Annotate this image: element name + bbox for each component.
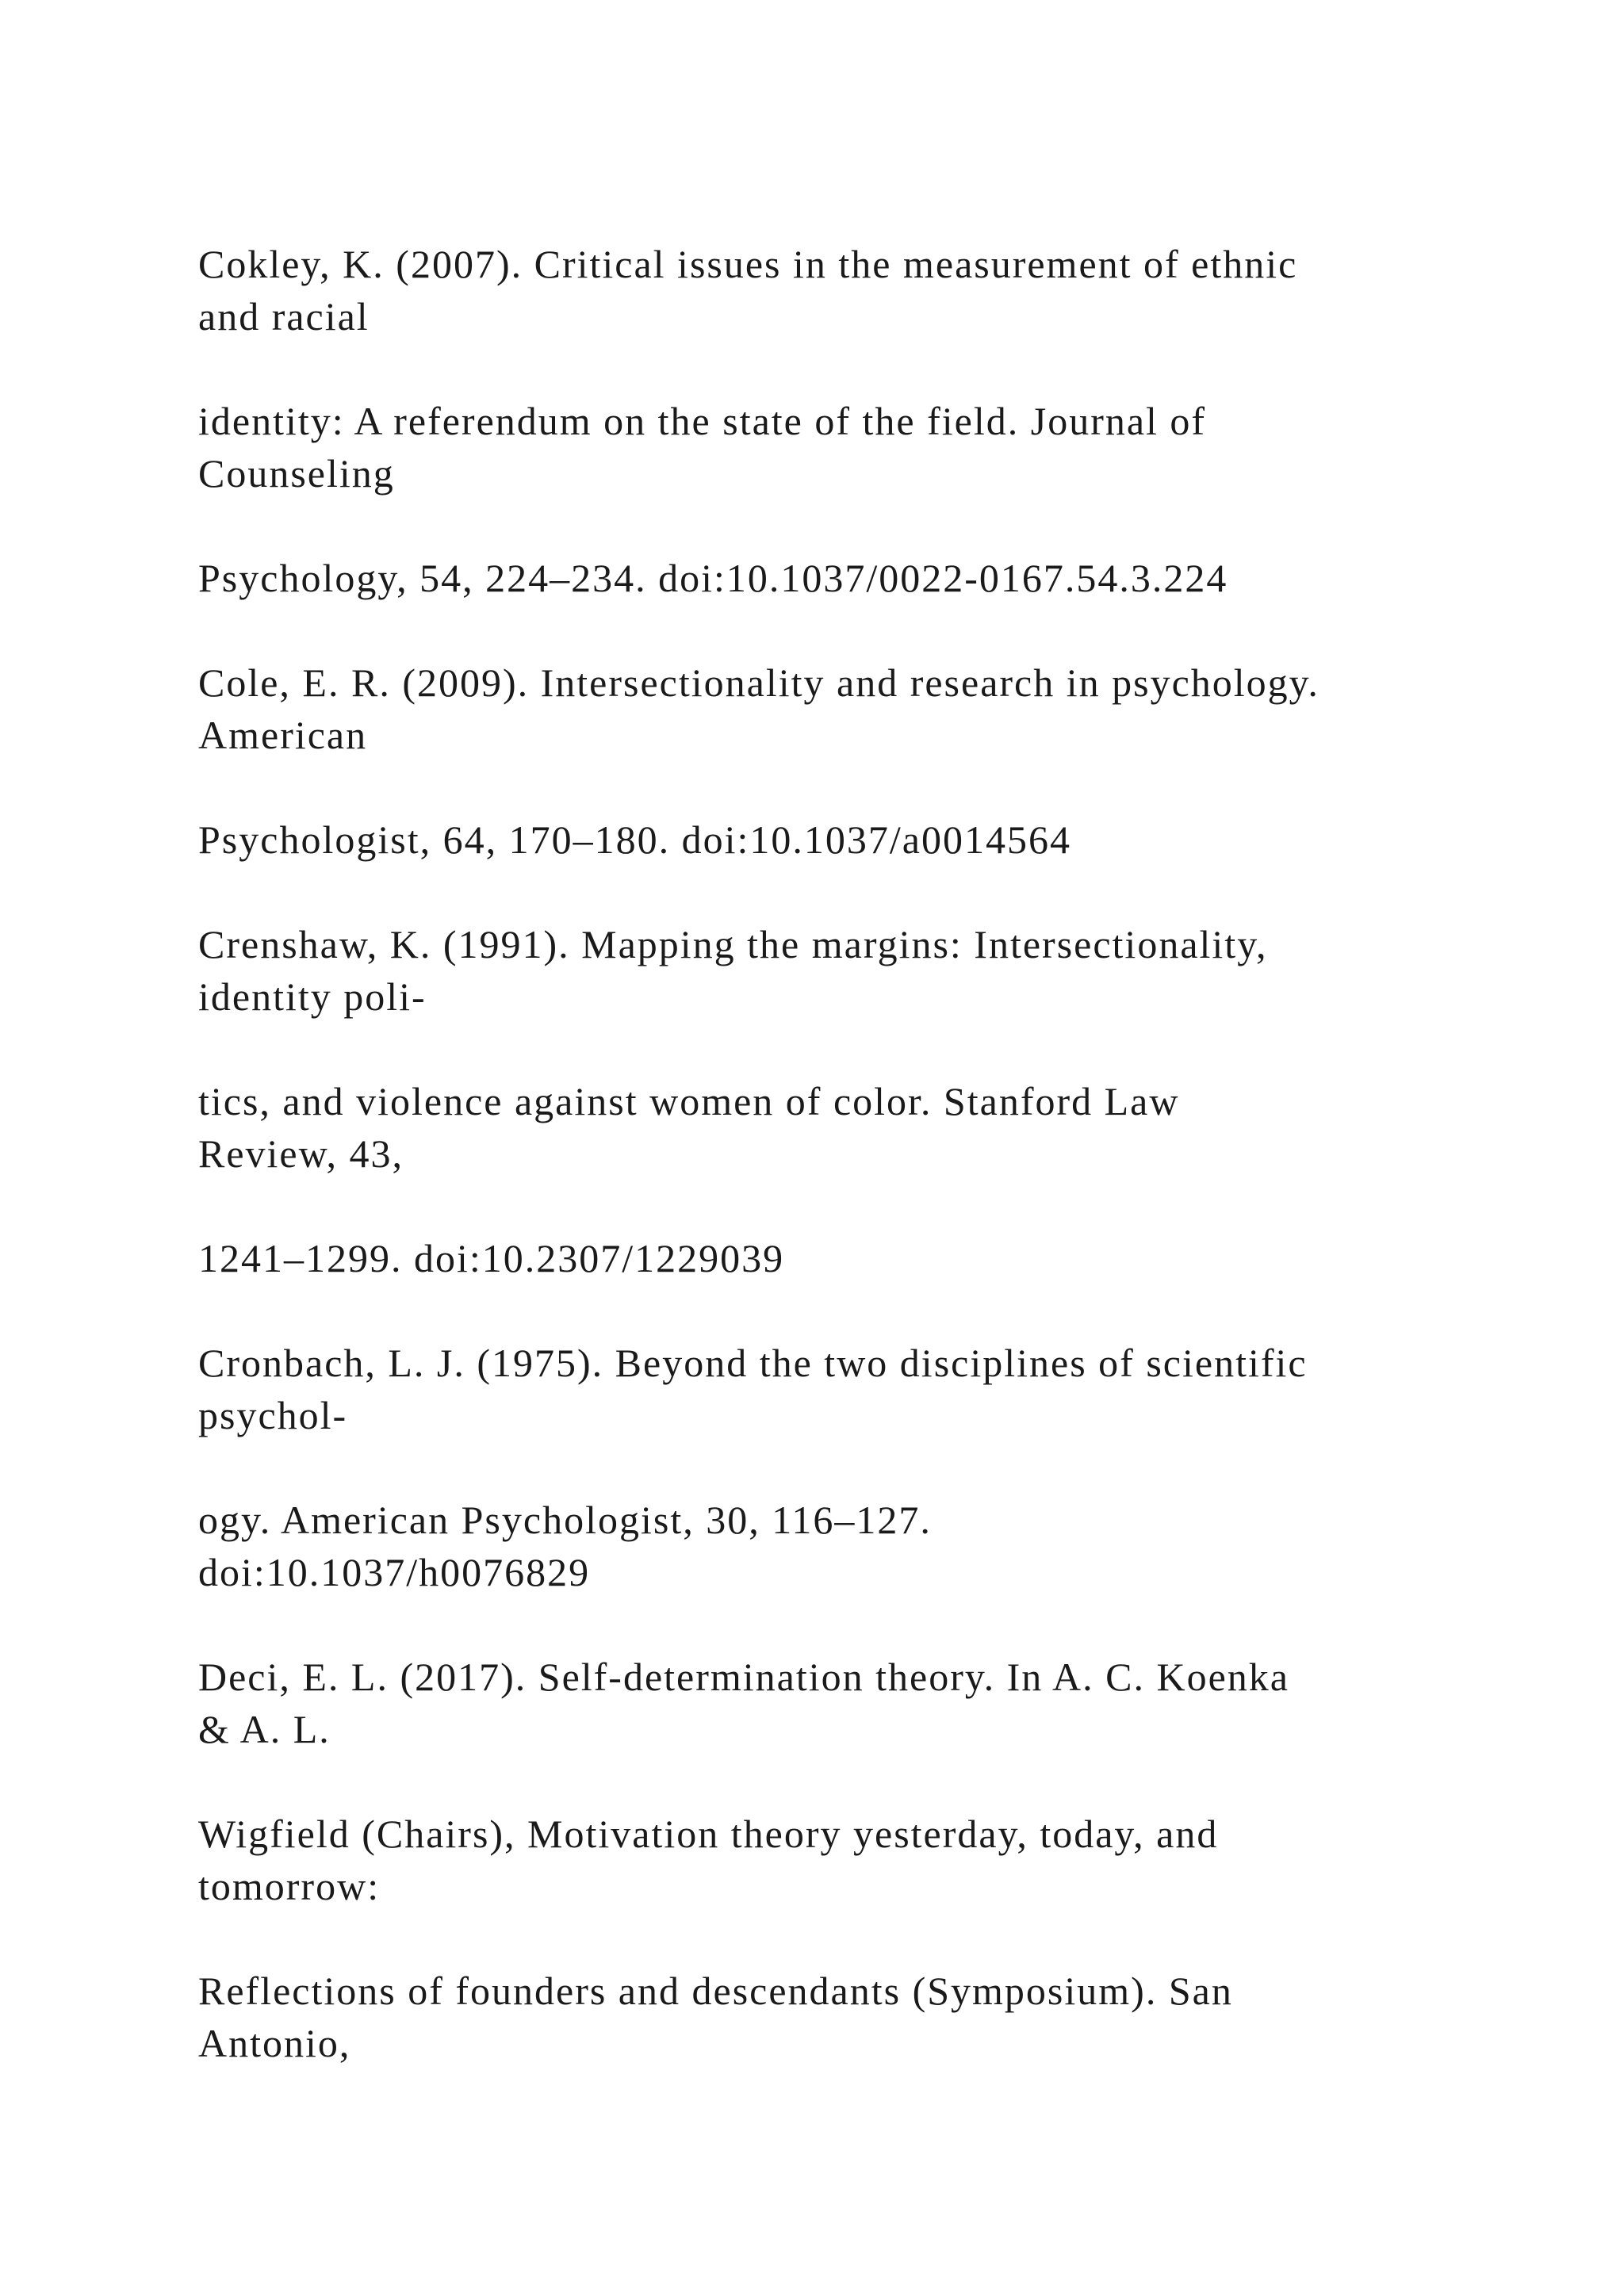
reference-line: Cole, E. R. (2009). Intersectionality and research in psychology. American <box>198 660 1320 757</box>
reference-line: Psychology, 54, 224–234. doi:10.1037/0022-0167.54.3.224 <box>198 556 1228 600</box>
reference-line: Cokley, K. (2007). Critical issues in the measurement of ethnic and racial <box>198 242 1298 339</box>
reference-line: tics, and violence against women of color. Stanford Law Review, 43, <box>198 1079 1180 1176</box>
reference-line: ogy. American Psychologist, 30, 116–127. doi:10.1037/h0076829 <box>198 1498 932 1594</box>
reference-line: Cronbach, L. J. (1975). Beyond the two disciplines of scientific psychol- <box>198 1341 1308 1437</box>
reference-list <box>198 238 1507 2122</box>
reference-line: identity: A referendum on the state of the field. Journal of Counseling <box>198 399 1207 496</box>
reference-line: Reflections of founders and descendants (Symposium). San Antonio, <box>198 1969 1233 2065</box>
reference-line: 1241–1299. doi:10.2307/1229039 <box>198 1236 785 1280</box>
reference-line: Deci, E. L. (2017). Self-determination theory. In A. C. Koenka & A. L. <box>198 1655 1289 1751</box>
reference-line: Wigfield (Chairs), Motivation theory yesterday, today, and tomorrow: <box>198 1812 1219 1908</box>
reference-line: Crenshaw, K. (1991). Mapping the margins: Intersectionality, identity poli- <box>198 922 1268 1019</box>
reference-line: Psychologist, 64, 170–180. doi:10.1037/a0014564 <box>198 817 1071 862</box>
